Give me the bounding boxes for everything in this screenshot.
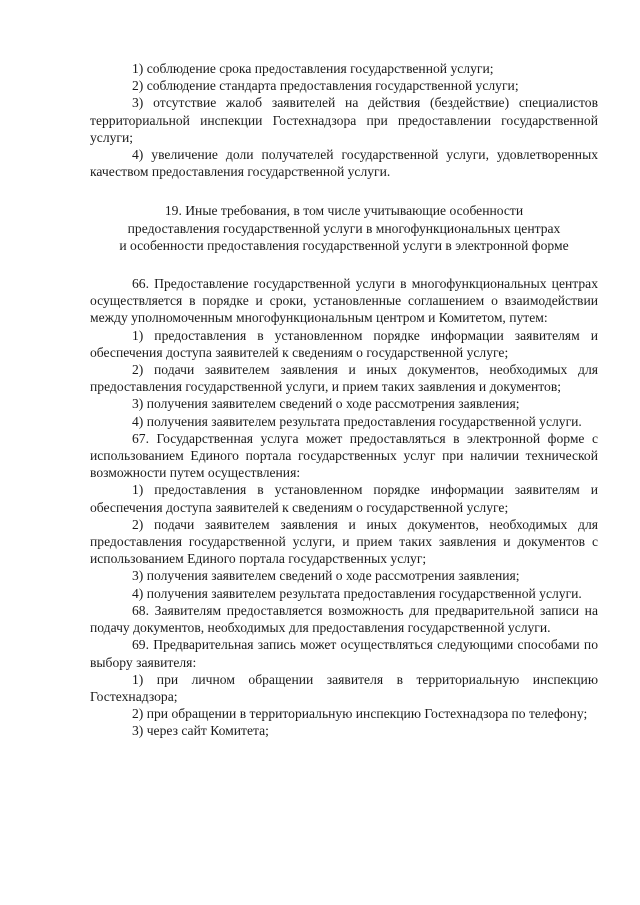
list-item: 3) через сайт Комитета; [132,723,269,739]
paragraph-66: 66. Предоставление государственной услуги в многофункциональных центрах осуществляется в порядке и сроки, установленные соглашением о взаимодействии между уполномоченным многофункциональным центром и Комитетом, путем: [90,276,598,326]
list-item: 4) получения заявителем результата предоставления государственной услуги. [132,413,582,429]
paragraph-68: 68. Заявителям предоставляется возможность для предварительной записи на подачу документов, необходимых для предоставления государственной услуги. [90,602,598,636]
section-heading-line: 19. Иные требования, в том числе учитывающие особенности [164,203,524,219]
list-item: 1) при личном обращении заявителя в территориальную инспекцию Гостехнадзора; [90,671,598,704]
criteria-item: 3) отсутствие жалоб заявителей на действия (бездействие) специалистов территориальной инспекции Гостехнадзора при предоставлении государственной услуги; [90,95,598,145]
section-heading-line: предоставления государственной услуги в многофункциональных центрах [127,220,561,236]
list-item: 2) подачи заявителем заявления и иных документов, необходимых для предоставления государственной услуги, и прием таких заявления и документов; [90,362,598,395]
list-item: 2) при обращении в территориальную инспекцию Гостехнадзора по телефону; [132,706,588,722]
list-item: 1) предоставления в установленном порядке информации заявителям и обеспечения доступа заявителей к сведениям о государственной услуге; [90,482,598,515]
list-item: 2) подачи заявителем заявления и иных документов, необходимых для предоставления государственной услуги, и прием таких заявления и документов с использованием Единого портала государственных услуг; [90,516,598,567]
section-heading [90,202,598,254]
criteria-item: 2) соблюдение стандарта предоставления государственной услуги; [132,78,519,94]
list-item: 1) предоставления в установленном порядке информации заявителям и обеспечения доступа заявителей к сведениям о государственной услуге; [90,327,598,360]
paragraph-67: 67. Государственная услуга может предоставляться в электронной форме с использованием Единого портала государственных услуг при наличии технической возможности путем осуществления: [90,430,598,481]
list-item: 3) получения заявителем сведений о ходе рассмотрения заявления; [132,568,520,584]
paragraph-69: 69. Предварительная запись может осуществляться следующими способами по выбору заявителя: [90,637,598,670]
criteria-item: 4) увеличение доли получателей государственной услуги, удовлетворенных качеством предоставления государственной услуги. [90,147,598,180]
section-heading-line: и особенности предоставления государственной услуги в электронной форме [119,237,569,253]
criteria-item: 1) соблюдение срока предоставления государственной услуги; [132,61,494,76]
list-item: 4) получения заявителем результата предоставления государственной услуги. [132,585,582,601]
list-item: 3) получения заявителем сведений о ходе рассмотрения заявления; [132,396,520,412]
document-body [90,60,598,740]
